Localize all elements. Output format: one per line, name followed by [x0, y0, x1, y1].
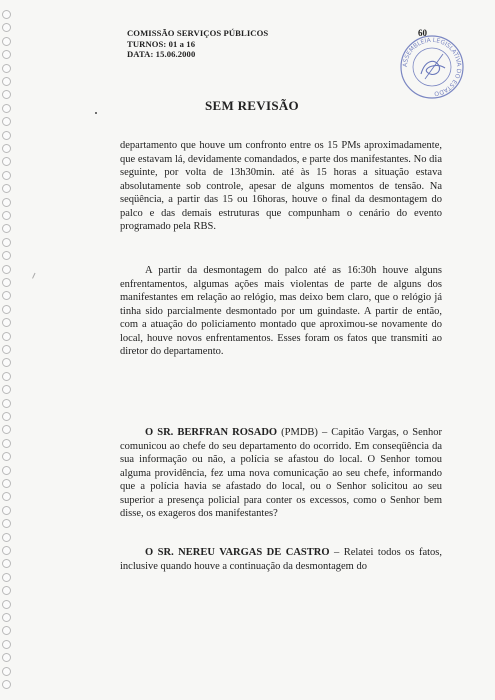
header-date: DATA: 15.06.2000	[127, 49, 196, 59]
binder-hole	[2, 198, 11, 207]
binder-hole	[2, 345, 11, 354]
paragraph-1-text: departamento que houve um confronto entre os 15 PMs aproximadamente, que estavam lá, devidamente comandados, e parte dos manifestantes. No dia seguinte, por volta de 13h30min. até às 15 horas a situação estava absolutamente sob controle, apesar de alguns momentos de tensão. Na seqüência, a partir das 15 ou 16horas, houve o final da desmontagem do palco e das demais estruturas que compunham o cenário do evento programado pela RBS.	[120, 140, 442, 232]
binder-hole	[2, 50, 11, 59]
binder-hole	[2, 117, 11, 126]
binder-hole	[2, 358, 11, 367]
binder-hole	[2, 613, 11, 622]
binder-hole	[2, 385, 11, 394]
binder-hole	[2, 318, 11, 327]
binder-hole	[2, 10, 11, 19]
paragraph-1	[120, 139, 442, 234]
binder-hole	[2, 144, 11, 153]
binder-hole	[2, 653, 11, 662]
official-seal-stamp	[397, 32, 467, 102]
binder-hole	[2, 372, 11, 381]
binder-hole	[2, 211, 11, 220]
binder-hole	[2, 184, 11, 193]
binder-hole	[2, 131, 11, 140]
header-commission: COMISSÃO SERVIÇOS PÚBLICOS	[127, 28, 269, 38]
speck	[95, 112, 97, 114]
binder-hole	[2, 332, 11, 341]
binder-hole	[2, 506, 11, 515]
binder-hole	[2, 23, 11, 32]
paragraph-4-text: – Relatei todos os fatos, inclusive quando houve a continuação da desmontagem do	[120, 547, 442, 572]
document-header	[127, 28, 268, 60]
paragraph-3	[120, 426, 442, 521]
page-number: 60	[418, 28, 427, 38]
speaker-name: O SR. BERFRAN ROSADO	[145, 427, 278, 438]
binder-hole	[2, 77, 11, 86]
binder-hole	[2, 479, 11, 488]
paragraph-2-text: A partir da desmontagem do palco até as 16:30h houve alguns enfrentamentos, algumas ações mais violentas de parte de alguns dos manifestantes em relação ao relógio, mas deixo bem claro, que o relógio já tinha sido parcialmente desmontado por um guindaste. A partir de então, com a atuação do policiamento montado que aproximou-se novamente do local, houve novos enfrentamentos. Esses foram os fatos que transmiti ao diretor do departamento.	[120, 265, 442, 357]
binder-hole	[2, 425, 11, 434]
binder-hole	[2, 305, 11, 314]
binder-hole	[2, 251, 11, 260]
paragraph-2	[120, 264, 442, 359]
binder-hole	[2, 519, 11, 528]
binder-hole	[2, 291, 11, 300]
svg-text:ASSEMBLEIA LEGISLATIVA DO ESTA: ASSEMBLEIA LEGISLATIVA DO ESTADO	[401, 36, 463, 97]
binder-hole	[2, 238, 11, 247]
binder-hole	[2, 573, 11, 582]
binder-hole	[2, 278, 11, 287]
paragraph-3-text: – Capitão Vargas, o Senhor comunicou ao chefe do seu departamento do ocorrido. Em conseqüência da sua informação ou não, a polícia se afastou do local. O Senhor tomou alguma providência, fez uma nova comunicação ao seu chefe, informando que a polícia havia se afastado do local, ou o Senhor solicitou ao seu superior a presença policial para conter os excessos, como o Senhor bem disse, os exageros dos manifestantes?	[120, 427, 442, 519]
binder-hole	[2, 37, 11, 46]
binder-hole	[2, 104, 11, 113]
speaker-party: (PMDB)	[277, 427, 318, 438]
binder-hole	[2, 171, 11, 180]
binder-hole	[2, 64, 11, 73]
header-shifts: TURNOS: 01 a 16	[127, 38, 196, 49]
binder-hole	[2, 586, 11, 595]
binder-hole	[2, 626, 11, 635]
binder-hole	[2, 399, 11, 408]
binder-hole	[2, 157, 11, 166]
binder-hole	[2, 439, 11, 448]
binder-hole	[2, 224, 11, 233]
binder-hole	[2, 90, 11, 99]
binder-hole	[2, 492, 11, 501]
binder-hole	[2, 452, 11, 461]
binder-hole	[2, 680, 11, 689]
paragraph-4	[120, 546, 442, 573]
binder-hole	[2, 559, 11, 568]
speaker-name: O SR. NEREU VARGAS DE CASTRO	[145, 547, 330, 558]
binder-holes	[2, 10, 12, 695]
binder-hole	[2, 533, 11, 542]
document-title: SEM REVISÃO	[205, 98, 299, 113]
binder-hole	[2, 412, 11, 421]
binder-hole	[2, 466, 11, 475]
binder-hole	[2, 640, 11, 649]
margin-mark	[32, 273, 41, 281]
binder-hole	[2, 546, 11, 555]
binder-hole	[2, 667, 11, 676]
binder-hole	[2, 600, 11, 609]
binder-hole	[2, 265, 11, 274]
